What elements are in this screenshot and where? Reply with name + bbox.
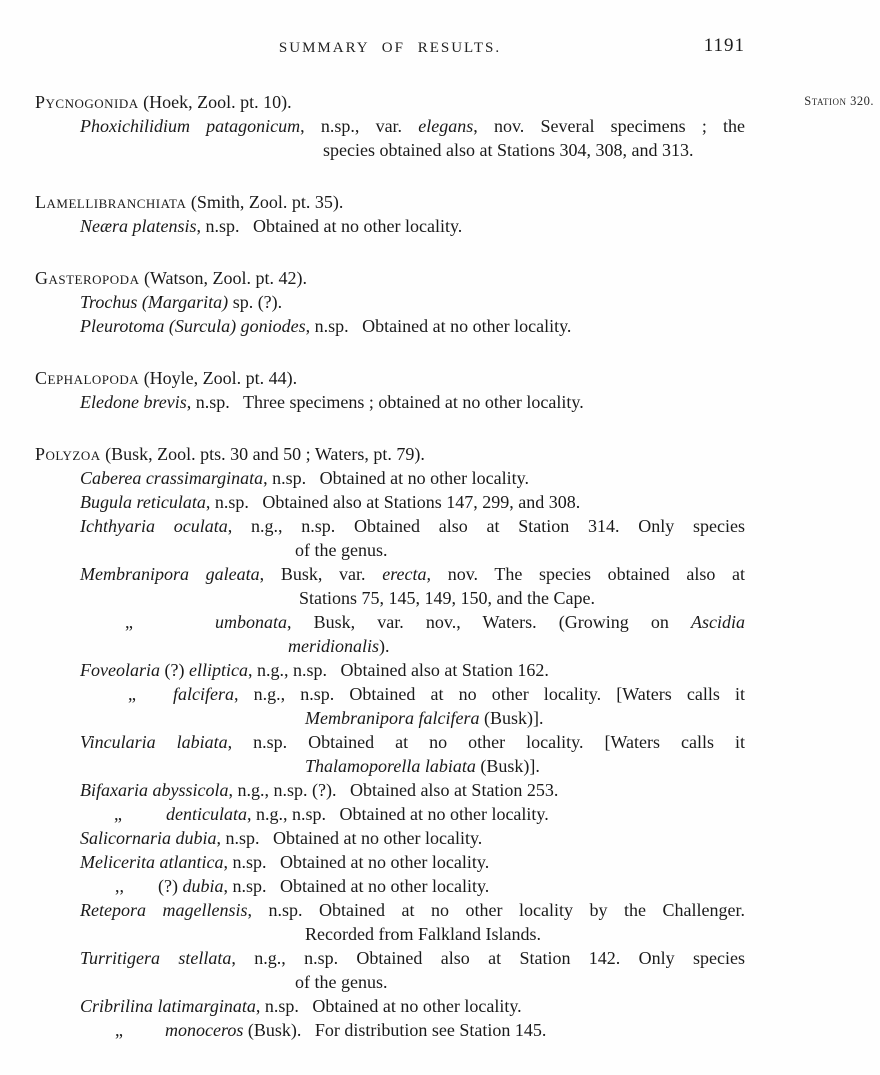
text-run: , Busk, var. nov., Waters. (Growing on	[287, 612, 691, 632]
text-run: Stations 75, 145, 149, 150, and the Cape.	[299, 588, 595, 608]
text-line	[80, 778, 745, 802]
section-heading	[35, 190, 745, 214]
taxon-name: Membranipora galeata	[80, 564, 260, 584]
species-entry	[35, 874, 745, 898]
species-entry	[35, 290, 745, 314]
taxon-name: Membranipora falcifera	[305, 708, 480, 728]
species-entry	[35, 490, 745, 514]
text-run: (Busk)].	[475, 756, 540, 776]
taxon-name: Ichthyaria oculata	[80, 516, 228, 536]
text-run: of the genus.	[295, 972, 388, 992]
text-run: (Hoyle, Zool. pt. 44).	[139, 368, 298, 388]
taxon-name: Ascidia	[691, 612, 745, 632]
ditto-mark: „	[115, 1020, 123, 1040]
text-line	[80, 490, 745, 514]
taxon-name: elliptica	[188, 660, 248, 680]
species-entry	[35, 1018, 745, 1042]
ditto-mark: ,,	[115, 876, 124, 896]
text-run: (Watson, Zool. pt. 42).	[139, 268, 307, 288]
taxon-name: dubia	[182, 876, 224, 896]
text-run: , n.sp. Obtained at no other locality.	[216, 828, 483, 848]
text-run: , n.g., n.sp. Obtained also at Station 162.	[247, 660, 549, 680]
text-line	[80, 290, 745, 314]
species-entry	[35, 114, 745, 162]
text-line	[80, 562, 745, 586]
taxon-name: elegans	[418, 116, 474, 136]
text-line	[80, 214, 745, 238]
margin-note-station: Station 320.	[804, 94, 874, 108]
section-cephalopoda	[35, 366, 745, 414]
text-run: , n.g., n.sp. (?). Obtained also at Station 253.	[228, 780, 559, 800]
species-entry	[35, 946, 745, 994]
taxon-name: Turritigera stellata	[80, 948, 232, 968]
text-run: , n.g., n.sp. Obtained at no other locality. [Waters calls it	[234, 684, 745, 704]
text-line	[80, 850, 745, 874]
text-line	[299, 586, 745, 610]
text-run: , n.sp. Obtained at no other locality.	[263, 468, 529, 488]
text-line	[115, 1018, 745, 1042]
text-run: ).	[379, 636, 390, 656]
text-run: Polyzoa	[35, 444, 101, 464]
text-run: , n.sp. Obtained at no other locality by the Challenger.	[247, 900, 745, 920]
text-line	[80, 466, 745, 490]
taxon-name: Bugula reticulata	[80, 492, 206, 512]
taxon-name: Eledone brevis	[80, 392, 187, 412]
text-run: (Hoek, Zool. pt. 10).	[138, 92, 292, 112]
text-run: , n.sp. Obtained also at Stations 147, 299, and 308.	[205, 492, 581, 512]
page-header	[35, 36, 745, 58]
text-line	[80, 946, 745, 970]
text-run: , n.sp. Obtained at no other locality.	[223, 876, 490, 896]
species-entry	[35, 730, 745, 778]
text-line	[114, 802, 745, 826]
species-entry	[35, 802, 745, 826]
text-line	[115, 874, 745, 898]
text-run: , n.sp. Three specimens ; obtained at no other locality.	[186, 392, 584, 412]
text-run: , n.sp. Obtained at no other locality. [Waters calls it	[227, 732, 745, 752]
section-heading	[35, 266, 745, 290]
species-entry	[35, 314, 745, 338]
section-gasteropoda	[35, 266, 745, 338]
text-run: Cephalopoda	[35, 368, 140, 388]
running-head: SUMMARY OF RESULTS.	[278, 40, 502, 56]
taxon-name: Pleurotoma (Surcula) goniodes	[80, 316, 306, 336]
text-run: , n.g., n.sp. Obtained at no other locality.	[246, 804, 549, 824]
content	[35, 90, 745, 1042]
text-line	[295, 538, 745, 562]
text-line	[80, 514, 745, 538]
species-entry	[35, 214, 745, 238]
text-run: Gasteropoda	[35, 268, 140, 288]
text-line	[295, 970, 745, 994]
section-heading	[35, 366, 745, 390]
species-entry	[35, 994, 745, 1018]
text-run: , n.g., n.sp. Obtained also at Station 314. Only species	[227, 516, 745, 536]
species-entry	[35, 682, 745, 730]
species-entry	[35, 898, 745, 946]
taxon-name: umbonata	[215, 612, 287, 632]
ditto-mark: „	[125, 612, 133, 632]
text-run: , n.sp. Obtained at no other locality.	[255, 996, 522, 1016]
page-number: 1191	[703, 35, 745, 56]
taxon-name: Bifaxaria abyssicola	[80, 780, 229, 800]
text-line	[305, 706, 745, 730]
taxon-name: meridionalis	[288, 636, 380, 656]
text-run: , n.sp. Obtained at no other locality.	[305, 316, 572, 336]
section-pycnogonida	[35, 90, 745, 162]
species-entry	[35, 850, 745, 874]
text-line	[323, 138, 745, 162]
taxon-name: Salicornaria dubia	[80, 828, 217, 848]
text-line	[80, 730, 745, 754]
text-line	[125, 610, 745, 634]
taxon-name: Cribrilina latimarginata	[80, 996, 256, 1016]
text-run: , n.sp., var.	[300, 116, 419, 136]
taxon-name: Melicerita atlantica	[80, 852, 224, 872]
taxon-name: Vincularia labiata	[80, 732, 228, 752]
ditto-mark: „	[128, 684, 136, 704]
text-run: (?)	[159, 660, 189, 680]
text-run: , n.sp. Obtained at no other locality.	[196, 216, 463, 236]
text-run: Lamellibranchiata	[35, 192, 187, 212]
taxon-name: Thalamoporella labiata	[305, 756, 476, 776]
text-run: , Busk, var.	[259, 564, 383, 584]
ditto-mark: „	[114, 804, 122, 824]
text-line	[305, 922, 745, 946]
taxon-name: denticulata	[166, 804, 247, 824]
taxon-name: Caberea crassimarginata	[80, 468, 264, 488]
text-run: (Smith, Zool. pt. 35).	[186, 192, 344, 212]
section-lamellibranchiata	[35, 190, 745, 238]
section-heading	[35, 90, 745, 114]
text-run: (Busk). For distribution see Station 145.	[243, 1020, 547, 1040]
text-line	[80, 898, 745, 922]
text-run: (?)	[158, 876, 183, 896]
section-polyzoa	[35, 442, 745, 1042]
text-run: of the genus.	[295, 540, 388, 560]
text-line	[80, 658, 745, 682]
species-entry	[35, 610, 745, 658]
text-run: , nov. Several specimens ; the	[473, 116, 746, 136]
text-run: (Busk)].	[479, 708, 544, 728]
text-line	[288, 634, 745, 658]
text-line	[80, 114, 745, 138]
text-line	[80, 314, 745, 338]
species-entry	[35, 514, 745, 562]
species-entry	[35, 826, 745, 850]
taxon-name: Phoxichilidium patagonicum	[80, 116, 301, 136]
species-entry	[35, 466, 745, 490]
species-entry	[35, 562, 745, 610]
taxon-name: Retepora magellensis	[80, 900, 248, 920]
text-line	[80, 994, 745, 1018]
species-entry	[35, 658, 745, 682]
taxon-name: Foveolaria	[80, 660, 160, 680]
species-entry	[35, 390, 745, 414]
text-run: , n.g., n.sp. Obtained also at Station 142. Only species	[231, 948, 745, 968]
taxon-name: erecta	[382, 564, 427, 584]
species-entry	[35, 778, 745, 802]
taxon-name: monoceros	[165, 1020, 244, 1040]
section-heading	[35, 442, 745, 466]
taxon-name: falcifera	[173, 684, 234, 704]
text-run: Recorded from Falkland Islands.	[305, 924, 541, 944]
text-line	[80, 826, 745, 850]
text-line	[80, 390, 745, 414]
text-run: , nov. The species obtained also at	[426, 564, 746, 584]
text-run: (Busk, Zool. pts. 30 and 50 ; Waters, pt. 79).	[100, 444, 425, 464]
taxon-name: Trochus (Margarita)	[80, 292, 229, 312]
text-run: species obtained also at Stations 304, 308, and 313.	[323, 140, 694, 160]
text-run: sp. (?).	[228, 292, 283, 312]
text-line	[128, 682, 745, 706]
text-run: , n.sp. Obtained at no other locality.	[223, 852, 490, 872]
text-line	[305, 754, 745, 778]
taxon-name: Neæra platensis	[80, 216, 197, 236]
text-run: Pycnogonida	[35, 92, 139, 112]
